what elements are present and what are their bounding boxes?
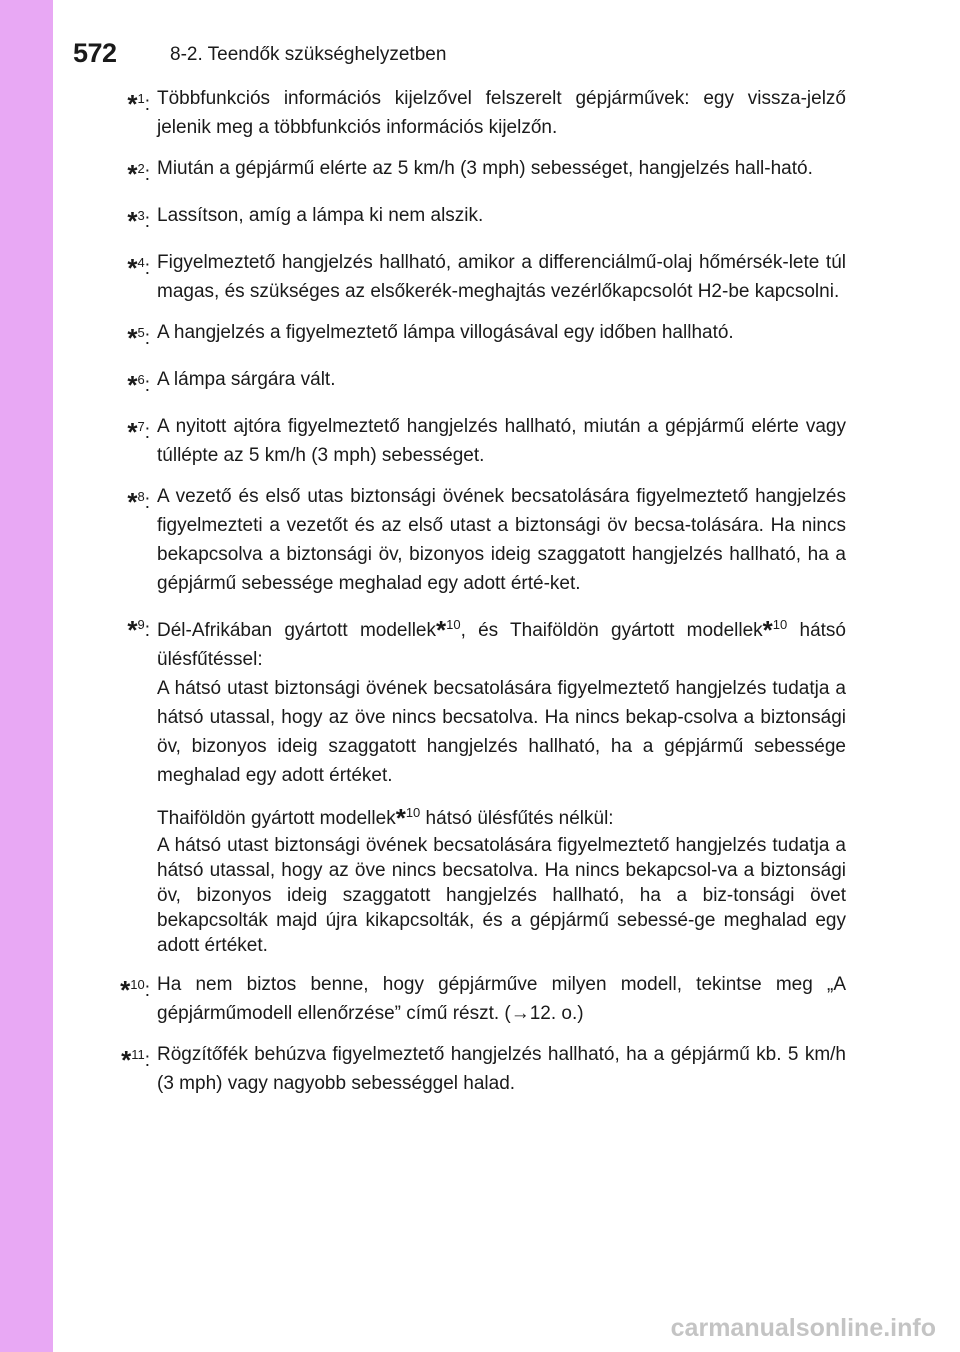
footnote-marker: *$^8$:: [127, 487, 150, 517]
footnote-9-paragraph-1: A hátsó utast biztonsági övének becsatolására figyelmeztető hangjelzés tudatja a hátsó utassal, hogy az öve nincs becsatolva. Ha nincs bekap-csolva a biztonsági öv, bizonyos ideig szaggatott hangjelzés hallható, ha a gépjármű sebessége meghalad egy adott értéket.: [157, 678, 846, 786]
footnote-text: Többfunkciós információs kijelzővel felszerelt gépjárművek: egy vissza-jelző jelenik meg a többfunkciós információs kijelzőn.: [157, 88, 846, 138]
footnote-2: [100, 154, 846, 189]
footnote-marker: *$^6$:: [127, 370, 150, 400]
chapter-sidebar-tab: [0, 0, 53, 1352]
footnote-number: 11: [131, 1047, 145, 1062]
footnote-9: [100, 610, 846, 958]
footnote-marker: *$^{10}$:: [120, 975, 150, 1005]
footnote-reference: 10: [446, 617, 461, 632]
footnote-number: 3: [137, 208, 145, 223]
asterisk-icon: *: [127, 323, 138, 353]
footnote-9-paragraph-2: A hátsó utast biztonsági övének becsatolására figyelmeztető hangjelzés tudatja a hátsó utassal, hogy az öve nincs becsatolva. Ha nincs bekapcsol-va a biztonsági öv, bizonyos ideig szaggatott hangjelzés hallható, ha a biz-tonsági övet bekapcsolták majd újra kikapcsolták, és a gépjármű sebessé-ge meghalad egy adott értéket.: [157, 835, 846, 956]
footnote-number: 7: [137, 419, 145, 434]
footnote-number: 8: [137, 489, 145, 504]
footnote-number: 4: [137, 255, 145, 270]
asterisk-icon: *: [127, 615, 138, 645]
footnote-text: A vezető és első utas biztonsági övének becsatolására figyelmeztető hangjelzés figyelmezteti a vezetőt és az első utast a biztonsági öv becsa-tolására. Ha nincs bekapcsolva a biztonsági öv, bizonyos ideig szaggatott hangjelzés hallható, ha a gépjármű sebessége meghalad egy adott érté-ket.: [157, 486, 846, 594]
asterisk-icon: *: [395, 803, 406, 833]
footnote-9-heading-2: Thaiföldön gyártott modellek*$^{10}$ hátsó ülésfűtés nélkül:: [157, 803, 614, 833]
footnote-number: 5: [137, 325, 145, 340]
footnote-4: [100, 248, 846, 306]
footnote-marker: *$^4$:: [127, 253, 150, 283]
footnote-9-heading-1: Dél-Afrikában gyártott modellek*$^{10}$, és Thaiföldön gyártott modellek*$^{10}$ hátsó ülésfűtéssel:: [157, 615, 846, 670]
footnote-1: [100, 84, 846, 142]
footnote-reference: 10: [772, 617, 788, 632]
footnote-marker: *$^1$:: [127, 89, 150, 119]
footnote-text: Miután a gépjármű elérte az 5 km/h (3 mph) sebességet, hangjelzés hall-ható.: [157, 158, 813, 179]
footnote-5: [100, 318, 846, 353]
footnote-number: 6: [137, 372, 145, 387]
footnote-7: [100, 412, 846, 470]
footnote-text: Figyelmeztető hangjelzés hallható, amikor a differenciálmű-olaj hőmérsék-lete túl magas, és szükséges az elsőkerék-meghajtás vezérlőkapcsolót H2-be kapcsolni.: [157, 252, 846, 302]
footnote-marker: *$^9$:: [127, 615, 150, 645]
asterisk-icon: *: [435, 615, 447, 645]
footnote-reference: 10: [405, 805, 421, 820]
footnote-marker: *$^{11}$:: [121, 1045, 150, 1075]
asterisk-icon: *: [127, 253, 138, 283]
footnote-marker: *$^7$:: [127, 417, 150, 447]
asterisk-icon: *: [127, 370, 138, 400]
footnote-text: A lámpa sárgára vált.: [157, 369, 336, 390]
footnote-10: [100, 970, 846, 1028]
footnote-text: A hangjelzés a figyelmeztető lámpa villogásával egy időben hallható.: [157, 322, 734, 343]
footnote-text: Ha nem biztos benne, hogy gépjárműve milyen modell, tekintse meg „A gépjárműmodell ellenőrzése” című részt. (→12. o.): [157, 974, 846, 1024]
footnote-number: 1: [137, 91, 145, 106]
asterisk-icon: *: [127, 206, 138, 236]
footnote-number: 9: [137, 617, 145, 632]
footnote-11: [100, 1040, 846, 1098]
page-number: 572: [73, 38, 117, 68]
footnote-number: 10: [130, 977, 145, 992]
footnote-8: [100, 482, 846, 598]
footnote-number: 2: [137, 161, 145, 176]
section-title: 8-2. Teendők szükséghelyzetben: [170, 44, 447, 65]
footnote-group: [100, 84, 846, 598]
asterisk-icon: *: [127, 487, 138, 517]
asterisk-icon: *: [127, 417, 138, 447]
asterisk-icon: *: [127, 159, 138, 189]
asterisk-icon: *: [121, 1045, 132, 1075]
footnote-list: [100, 84, 846, 1110]
asterisk-icon: *: [127, 89, 138, 119]
footnote-6: [100, 365, 846, 400]
asterisk-icon: *: [762, 615, 773, 645]
asterisk-icon: *: [120, 975, 131, 1005]
footnote-3: [100, 201, 846, 236]
watermark: carmanualsonline.info: [670, 1314, 936, 1342]
footnote-marker: *$^2$:: [127, 159, 150, 189]
footnote-text: A nyitott ajtóra figyelmeztető hangjelzés hallható, miután a gépjármű elérte vagy túllépte az 5 km/h (3 mph) sebességet.: [157, 416, 846, 466]
footnote-text: Lassítson, amíg a lámpa ki nem alszik.: [157, 205, 484, 226]
footnote-marker: *$^5$:: [127, 323, 150, 353]
footnote-text: Rögzítőfék behúzva figyelmeztető hangjelzés hallható, ha a gépjármű kb. 5 km/h (3 mph) vagy nagyobb sebességgel halad.: [157, 1044, 846, 1094]
footnote-marker: *$^3$:: [127, 206, 150, 236]
